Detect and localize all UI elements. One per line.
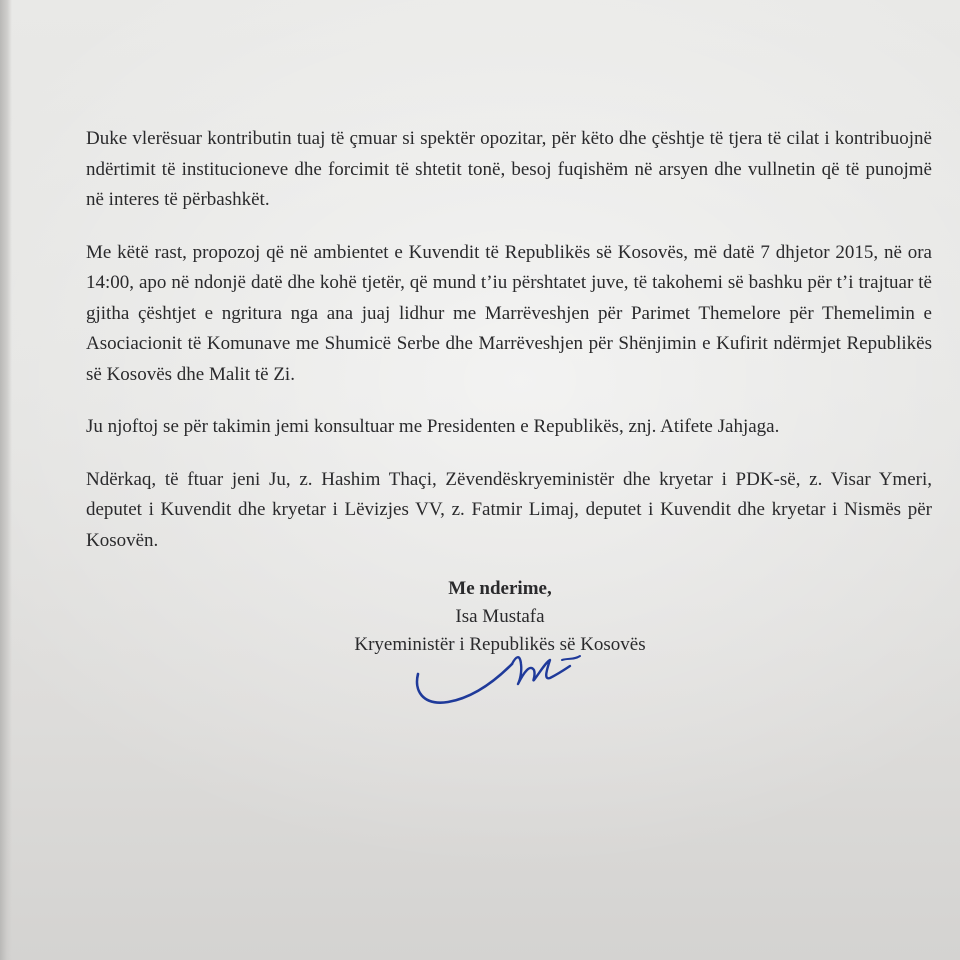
signature-stroke-swoop bbox=[417, 664, 512, 703]
closing-salutation: Me nderime, bbox=[448, 578, 552, 599]
signatory-title: Kryeministër i Republikës së Kosovës bbox=[354, 634, 646, 655]
paragraph-proposal: Me këtë rast, propozoj që në ambientet e Kuvendit të Republikës së Kosovës, më datë 7 dhjetor 2015, në ora 14:00, apo në ndonjë datë dhe kohë tjetër, që mund t’iu përshtatet juve, të takohemi së bashku për t’i trajtuar të gjitha çështjet e ngritura nga ana juaj lidhur me Marrëveshjen për Parimet Themelore për Themelimin e Asociacionit të Komunave me Shumicë Serbe dhe Marrëveshjen për Shënjimin e Kufirit ndërmjet Republikës së Kosovës dhe Malit të Zi. bbox=[86, 241, 932, 385]
signatory-name: Isa Mustafa bbox=[455, 606, 545, 627]
paragraph-contribution: Duke vlerësuar kontributin tuaj të çmuar si spektër opozitar, për këto dhe çështje të tjera të cilat i kontribuojnë ndërtimit të institucioneve dhe forcimit të shtetit tonë, besoj fuqishëm në arsyen dhe vullnetin që të punojmë në interes të përbashkët. bbox=[86, 128, 932, 210]
signature-stroke-letters bbox=[512, 657, 570, 684]
page-edge-shadow bbox=[0, 0, 12, 960]
handwritten-signature bbox=[410, 650, 610, 740]
letter-body bbox=[86, 124, 932, 578]
paragraph-consultation: Ju njoftoj se për takimin jemi konsultuar me Presidenten e Republikës, znj. Atifete Jahjaga. bbox=[86, 416, 780, 437]
letter-closing bbox=[300, 575, 700, 659]
signature-stroke-tick bbox=[562, 656, 580, 660]
paragraph-invitees: Ndërkaq, të ftuar jeni Ju, z. Hashim Thaçi, Zëvendëskryeministër dhe kryetar i PDK-së, z. Visar Ymeri, deputet i Kuvendit dhe kryetar i Lëvizjes VV, z. Fatmir Limaj, deputet i Kuvendit dhe kryetar i Nismës për Kosovën. bbox=[86, 468, 932, 551]
